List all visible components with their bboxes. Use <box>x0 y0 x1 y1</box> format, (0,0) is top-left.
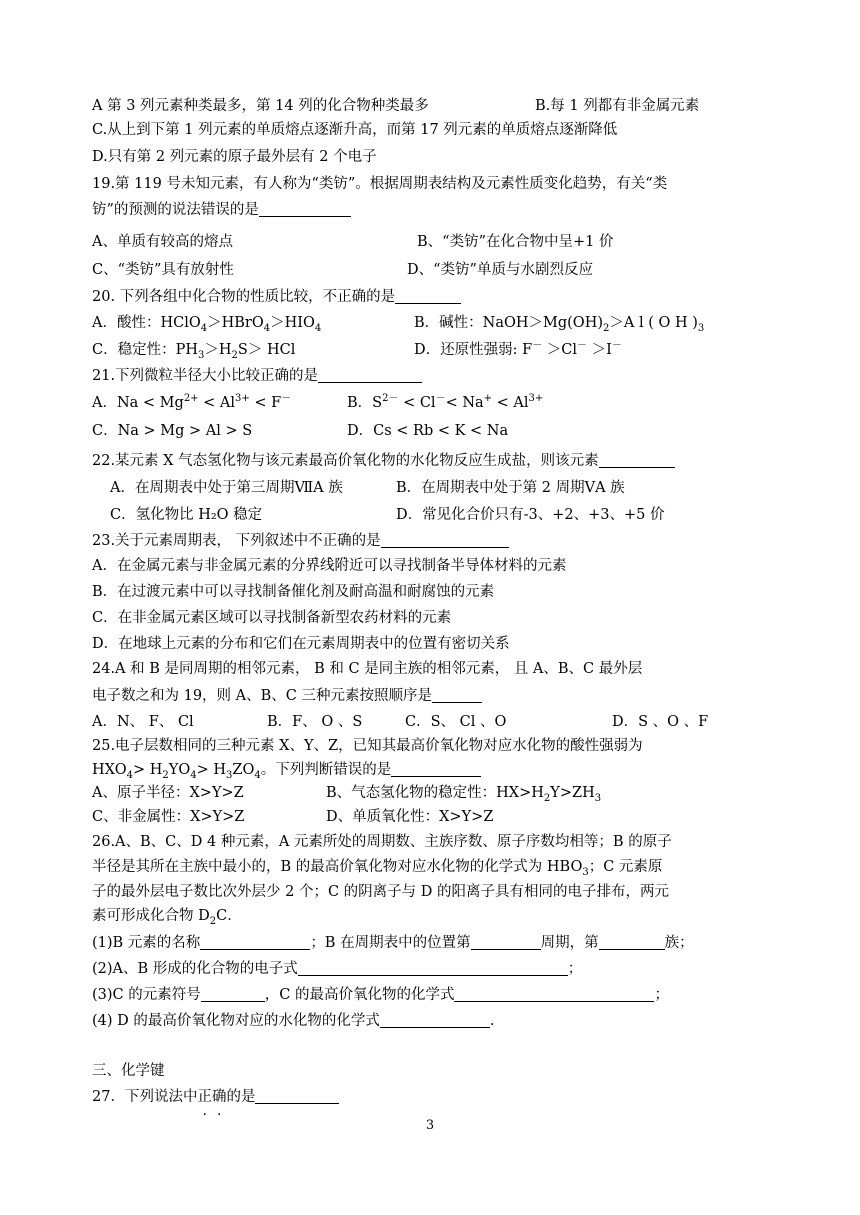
q26-part1: (1)B 元素的名称 ；B 在周期表中的位置第 周期，第 族； <box>92 935 694 951</box>
answer-blank <box>599 452 675 468</box>
q20-option-a: A．酸性：$HClO_4>HBrO_4>HIO_4$ <box>92 315 322 334</box>
answer-blank <box>432 687 482 703</box>
q22-option-a: A．在周期表中处于第三周期ⅦA 族 <box>110 480 343 496</box>
q24-stem-line1: 24.A 和 B 是同周期的相邻元素， B 和 C 是同主族的相邻元素， 且 A、B、C 最外层 <box>92 661 643 677</box>
q19-stem-line1: 19.第 119 号未知元素，有人称为“类钫”。根据周期表结构及元素性质变化趋势，有关“类 <box>92 176 668 192</box>
q21-row2 <box>92 421 772 441</box>
q24-option-b: B．F、 O 、S <box>267 714 363 730</box>
q19-option-d: D、“类钫”单质与水剧烈反应 <box>407 262 593 278</box>
q19-option-b: B、“类钫”在化合物中呈+1 价 <box>417 234 614 250</box>
q24-options <box>92 712 772 732</box>
answer-blank <box>599 934 665 950</box>
answer-blank <box>471 934 541 950</box>
q25-row2 <box>92 807 772 827</box>
q22-row2 <box>110 505 790 525</box>
q22-option-b: B．在周期表中处于第 2 周期ⅤA 族 <box>396 480 625 496</box>
q25-stem-line1: 25.电子层数相同的三种元素 X、Y、Z，已知其最高价氧化物对应水化物的酸性强弱为 <box>92 738 643 754</box>
q20-row2 <box>92 340 772 360</box>
answer-blank <box>201 986 265 1002</box>
q25-option-c: C、非金属性：X>Y>Z <box>92 809 245 825</box>
q23-option-a: A．在金属元素与非金属元素的分界线附近可以寻找制备半导体材料的元素 <box>92 558 567 574</box>
q20-option-d: D．还原性强弱: F－ ＞Cl－ ＞I－ <box>414 340 622 358</box>
q26-part3: (3)C 的元素符号 ，C 的最高价氧化物的化学式 ； <box>92 987 669 1003</box>
q26-line2: 半径是其所在主族中最小的，B 的最高价氧化物对应水化物的化学式为 $HBO_3$；C 元素原 <box>92 859 663 878</box>
q20-option-c: C．稳定性：$PH_3>H_2S>$ HCl <box>92 342 296 361</box>
q24-option-a: A．N、 F、 Cl <box>92 714 194 730</box>
q23-stem: 23.关于元素周期表， 下列叙述中不正确的是 <box>92 531 772 551</box>
q20-stem: 20. 下列各组中化合物的性质比较，不正确的是 <box>92 287 772 307</box>
q24-option-c: C．S、 Cl 、O <box>405 714 507 730</box>
q25-option-a: A、原子半径：X>Y>Z <box>92 785 244 801</box>
q23-option-d: D．在地球上元素的分布和它们在元素周期表中的位置有密切关系 <box>92 636 510 652</box>
q21-row1 <box>92 393 772 413</box>
page-number: 3 <box>425 1118 435 1133</box>
q18-option-b: B.每 1 列都有非金属元素 <box>535 98 700 114</box>
answer-blank <box>298 960 568 976</box>
q23-option-c: C．在非金属元素区域可以寻找制备新型农药材料的元素 <box>92 610 452 626</box>
q18-option-a: A 第 3 列元素种类最多，第 14 列的化合物种类最多 <box>92 98 429 114</box>
q21-option-b: B．$S^{2-} < Cl^-< Na^+ < Al^{3+}$ <box>347 393 544 411</box>
answer-blank <box>259 201 351 217</box>
q26-part4: (4) D 的最高价氧化物对应的水化物的化学式 . <box>92 1013 495 1029</box>
q18-option-d: D.只有第 2 列元素的原子最外层有 2 个电子 <box>92 149 377 165</box>
q19-row1 <box>92 232 772 252</box>
answer-blank <box>381 532 509 548</box>
q21-stem: 21.下列微粒半径大小比较正确的是 <box>92 366 772 386</box>
q24-stem-line2: 电子数之和为 19，则 A、B、C 三种元素按照顺序是 <box>92 686 772 706</box>
q26-part2: (2)A、B 形成的化合物的电子式 ； <box>92 961 583 977</box>
q19-option-a: A、单质有较高的熔点 <box>92 234 233 250</box>
q25-row1 <box>92 783 772 803</box>
q25-option-b: B、气态氢化物的稳定性：$HX>H_2Y>ZH_3$ <box>326 785 602 804</box>
q20-row1 <box>92 313 772 333</box>
answer-blank <box>454 986 654 1002</box>
answer-blank <box>255 1088 339 1104</box>
answer-blank <box>318 367 422 383</box>
q22-option-d: D．常见化合价只有-3、+2、+3、+5 价 <box>396 507 665 523</box>
q27-stem: 27．下列说法中正确的是 <box>92 1087 772 1107</box>
q18-row1 <box>92 96 772 116</box>
q22-row1 <box>110 478 790 498</box>
q23-option-b: B．在过渡元素中可以寻找制备催化剂及耐高温和耐腐蚀的元素 <box>92 584 495 600</box>
q21-option-d: D．Cs < Rb < K < Na <box>347 423 509 439</box>
q22-stem: 22.某元素 X 气态氢化物与该元素最高价氧化物的水化物反应生成盐，则该元素 <box>92 451 772 471</box>
q22-option-c: C．氢化物比 H₂O 稳定 <box>110 507 263 523</box>
q26-line1: 26.A、B、C、D 4 种元素，A 元素所处的周期数、主族序数、原子序数均相等；B 的原子 <box>92 834 672 850</box>
q18-option-c: C.从上到下第 1 列元素的单质熔点逐渐升高，而第 17 列元素的单质熔点逐渐降低 <box>92 122 618 138</box>
q26-line4: 素可形成化合物 $D_2C$． <box>92 908 242 927</box>
q19-stem-line2: 钫”的预测的说法错误的是 <box>92 200 772 220</box>
q21-option-a: A．$Na < Mg^{2+} < Al^{3+} < F^-$ <box>92 393 292 411</box>
q25-stem-line2: $HXO_4> H_2YO_4> H_3ZO_4$。下列判断错误的是 <box>92 760 772 780</box>
answer-blank <box>395 288 461 304</box>
answer-blank <box>200 934 310 950</box>
answer-blank <box>391 761 481 777</box>
q26-line3: 子的最外层电子数比次外层少 2 个；C 的阴离子与 D 的阳离子具有相同的电子排布，两元 <box>92 884 669 900</box>
q19-row2 <box>92 260 772 280</box>
section-heading: 三、化学键 <box>92 1063 165 1079</box>
q20-option-b: B．碱性：$NaOH>Mg(OH)_2>A$ l ( O H )$_3$ <box>414 315 705 334</box>
q25-option-d: D、单质氧化性：X>Y>Z <box>326 809 494 825</box>
q19-option-c: C、“类钫”具有放射性 <box>92 262 234 278</box>
q21-option-c: C．Na > Mg > Al > S <box>92 423 253 439</box>
answer-blank <box>380 1012 490 1028</box>
q24-option-d: D．S 、O 、F <box>612 714 709 730</box>
